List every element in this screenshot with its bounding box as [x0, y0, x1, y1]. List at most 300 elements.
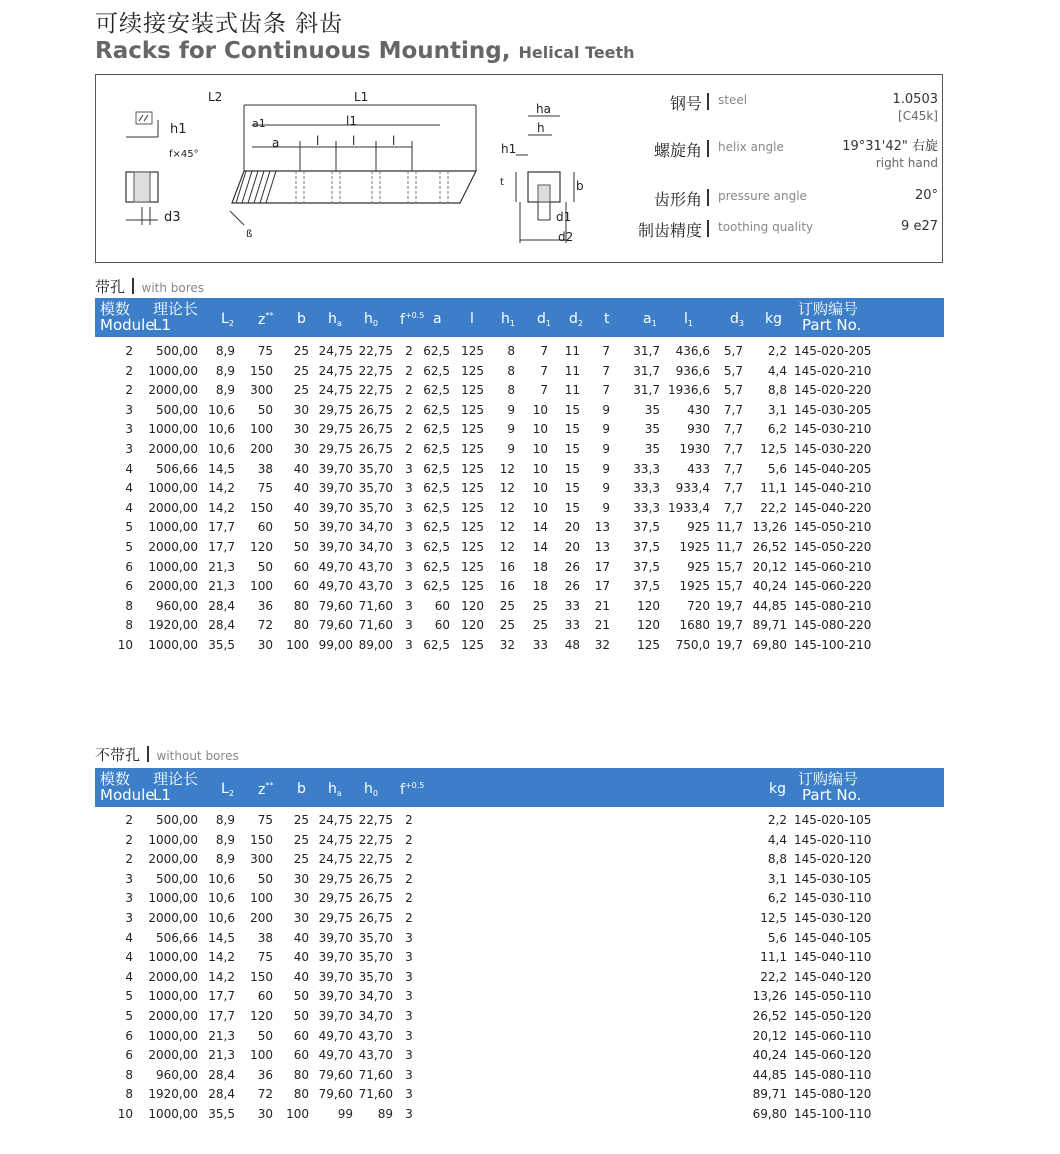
cell-b: 40 [293, 461, 309, 476]
cell-t: 9 [602, 461, 610, 476]
header-kg: kg [765, 311, 782, 327]
label-h1-right: h1 [501, 142, 517, 156]
cell-length: 2000,00 [148, 383, 198, 398]
cell-kg: 44,85 [752, 1067, 787, 1082]
cell-d3: 19,7 [716, 618, 743, 633]
cell-l1: 433 [687, 461, 710, 476]
cell-a1: 37,5 [633, 539, 660, 554]
cell-kg: 5,6 [767, 461, 787, 476]
cell-l: 125 [461, 579, 484, 594]
cell-z: 60 [257, 520, 273, 535]
cell-part-no: 145-080-120 [794, 1087, 872, 1102]
cell-f: 2 [405, 910, 413, 925]
cell-z: 75 [257, 344, 273, 358]
cell-h0: 35,70 [358, 969, 393, 984]
cell-L2: 21,3 [208, 559, 235, 574]
cell-L2: 28,4 [208, 598, 235, 613]
cell-f: 2 [405, 402, 413, 417]
cell-length: 2000,00 [148, 500, 198, 515]
cell-module: 8 [125, 1067, 133, 1082]
spec-en: pressure angle [718, 189, 807, 203]
cell-b: 25 [293, 363, 309, 378]
cell-ha: 29,75 [318, 891, 353, 906]
cell-L2: 17,7 [208, 520, 235, 535]
cell-h0: 43,70 [358, 1028, 393, 1043]
cell-a: 60 [434, 598, 450, 613]
cell-a: 62,5 [423, 637, 450, 652]
cell-kg: 13,26 [752, 989, 787, 1004]
cell-module: 3 [125, 910, 133, 925]
cell-z: 150 [250, 969, 273, 984]
spec-row-quality [616, 218, 938, 242]
table-row [0, 439, 1060, 459]
header-d1: $d_1$ [537, 311, 551, 328]
section-divider [132, 278, 134, 294]
cell-h0: 34,70 [358, 539, 393, 554]
header-ha: $h_a$ [328, 311, 342, 328]
cell-length: 1000,00 [148, 422, 198, 437]
cell-f: 3 [405, 930, 413, 945]
cell-a1: 37,5 [633, 579, 660, 594]
cell-l1: 1925 [679, 579, 710, 594]
cell-module: 6 [125, 1048, 133, 1063]
cell-h0: 22,75 [358, 852, 393, 867]
header-f: $f^{+0.5}$ [400, 781, 425, 798]
cell-part-no: 145-030-105 [794, 871, 872, 886]
cell-z: 50 [257, 871, 273, 886]
spec-en: toothing quality [718, 220, 814, 234]
spec-value: 19°31'42" 右旋 [842, 139, 938, 154]
cell-L2: 28,4 [208, 618, 235, 633]
table-row [0, 849, 1060, 869]
cell-z: 120 [250, 1008, 273, 1023]
cell-l1: 936,6 [675, 363, 710, 378]
cell-h1: 9 [507, 422, 515, 437]
cell-h0: 35,70 [358, 461, 393, 476]
section-en: with bores [141, 281, 205, 295]
cell-b: 30 [293, 871, 309, 886]
header-module: 模数 Module [100, 300, 155, 334]
cell-d2: 20 [564, 539, 580, 554]
cell-l: 125 [461, 559, 484, 574]
cell-l1: 1925 [679, 539, 710, 554]
cell-module: 6 [125, 579, 133, 594]
spec-row-helix [616, 138, 938, 170]
label-t: t [500, 177, 504, 188]
cell-L2: 10,6 [208, 441, 235, 456]
cell-f: 3 [405, 1008, 413, 1023]
cell-module: 6 [125, 1028, 133, 1043]
cell-ha: 49,70 [318, 559, 353, 574]
cell-b: 40 [293, 930, 309, 945]
label-ha: ha [536, 102, 551, 116]
cell-kg: 89,71 [752, 618, 787, 633]
cell-h0: 22,75 [358, 363, 393, 378]
cell-part-no: 145-080-110 [794, 1067, 872, 1082]
table-row [0, 557, 1060, 577]
cell-L2: 10,6 [208, 422, 235, 437]
cell-kg: 20,12 [752, 559, 787, 574]
cell-h1: 25 [499, 618, 515, 633]
cell-f: 2 [405, 891, 413, 906]
cell-module: 4 [125, 500, 133, 515]
header-h0: $h_0$ [364, 781, 378, 798]
cell-l1: 930 [687, 422, 710, 437]
cell-z: 120 [250, 539, 273, 554]
cell-L2: 8,9 [215, 344, 235, 358]
cell-h0: 26,75 [358, 871, 393, 886]
header-L2: $L_2$ [221, 781, 234, 798]
cell-L2: 17,7 [208, 1008, 235, 1023]
cell-ha: 39,70 [318, 950, 353, 965]
cell-l1: 430 [687, 402, 710, 417]
title-en-sub: Helical Teeth [518, 43, 635, 62]
cell-d2: 11 [564, 363, 580, 378]
cell-d1: 10 [532, 441, 548, 456]
cell-kg: 8,8 [767, 383, 787, 398]
cell-d3: 7,7 [723, 422, 743, 437]
cell-length: 1000,00 [148, 950, 198, 965]
cell-h0: 71,60 [358, 618, 393, 633]
table-row [0, 1026, 1060, 1046]
label-b: b [576, 179, 584, 193]
header-d2: $d_2$ [569, 311, 583, 328]
cell-f: 3 [405, 500, 413, 515]
cell-l: 125 [461, 344, 484, 358]
page-title-en [95, 38, 635, 64]
cell-b: 40 [293, 969, 309, 984]
spec-divider [707, 189, 709, 206]
cell-kg: 12,5 [760, 910, 787, 925]
cell-part-no: 145-020-205 [794, 344, 872, 358]
cell-h0: 43,70 [358, 1048, 393, 1063]
cell-f: 2 [405, 383, 413, 398]
cell-a1: 33,3 [633, 500, 660, 515]
cell-t: 21 [594, 598, 610, 613]
cell-h0: 22,75 [358, 344, 393, 358]
cell-b: 80 [293, 618, 309, 633]
cell-h0: 22,75 [358, 832, 393, 847]
cell-b: 100 [286, 1106, 309, 1121]
cell-module: 3 [125, 422, 133, 437]
cell-L2: 14,2 [208, 500, 235, 515]
section-en: without bores [156, 749, 239, 763]
spec-cn: 螺旋角 [653, 141, 702, 160]
cell-ha: 39,70 [318, 930, 353, 945]
cell-t: 17 [594, 559, 610, 574]
cell-d3: 7,7 [723, 500, 743, 515]
cell-z: 38 [257, 930, 273, 945]
cell-L2: 10,6 [208, 402, 235, 417]
cell-l1: 1933,4 [668, 500, 710, 515]
cell-ha: 39,70 [318, 989, 353, 1004]
cell-z: 200 [250, 441, 273, 456]
cell-part-no: 145-050-210 [794, 520, 872, 535]
cell-l: 125 [461, 520, 484, 535]
cell-part-no: 145-050-120 [794, 1008, 872, 1023]
cell-module: 3 [125, 441, 133, 456]
cell-a1: 31,7 [633, 363, 660, 378]
label-a1: a1 [252, 117, 266, 130]
cell-kg: 2,2 [767, 344, 787, 358]
cell-a1: 37,5 [633, 520, 660, 535]
page-title-cn: 可续接安装式齿条 斜齿 [95, 11, 344, 37]
cell-length: 1000,00 [148, 1106, 198, 1121]
cell-length: 1000,00 [148, 832, 198, 847]
header-part-no: 订购编号 Part No. [798, 300, 862, 334]
table-row [0, 341, 1060, 361]
cell-part-no: 145-050-110 [794, 989, 872, 1004]
cell-b: 50 [293, 539, 309, 554]
cell-h0: 35,70 [358, 950, 393, 965]
cell-t: 13 [594, 520, 610, 535]
cell-part-no: 145-030-210 [794, 422, 872, 437]
table-row [0, 830, 1060, 850]
cell-f: 3 [405, 637, 413, 652]
cell-part-no: 145-060-220 [794, 579, 872, 594]
cell-d3: 7,7 [723, 441, 743, 456]
cell-f: 2 [405, 832, 413, 847]
cell-kg: 8,8 [767, 852, 787, 867]
cell-t: 9 [602, 500, 610, 515]
cell-module: 5 [125, 520, 133, 535]
cell-h0: 43,70 [358, 579, 393, 594]
header-ha: $h_a$ [328, 781, 342, 798]
cell-z: 100 [250, 422, 273, 437]
cell-b: 60 [293, 1048, 309, 1063]
cell-d3: 19,7 [716, 598, 743, 613]
cell-l1: 720 [687, 598, 710, 613]
cell-l: 125 [461, 363, 484, 378]
spec-cn: 齿形角 [653, 190, 702, 209]
cell-l: 125 [461, 539, 484, 554]
cell-f: 3 [405, 1106, 413, 1121]
cell-part-no: 145-030-205 [794, 402, 872, 417]
cell-part-no: 145-030-220 [794, 441, 872, 456]
cell-b: 40 [293, 950, 309, 965]
cell-ha: 24,75 [318, 344, 353, 358]
cell-part-no: 145-060-120 [794, 1048, 872, 1063]
cell-kg: 40,24 [752, 1048, 787, 1063]
cell-b: 60 [293, 559, 309, 574]
cell-f: 3 [405, 1028, 413, 1043]
cell-length: 2000,00 [148, 441, 198, 456]
cell-a1: 33,3 [633, 461, 660, 476]
cell-d1: 33 [532, 637, 548, 652]
cell-module: 2 [125, 363, 133, 378]
spec-divider [707, 93, 709, 110]
cell-z: 100 [250, 1048, 273, 1063]
cell-part-no: 145-040-120 [794, 969, 872, 984]
spec-value-2: right hand [875, 156, 938, 170]
section-cn: 带孔 [95, 278, 126, 296]
cell-a: 62,5 [423, 579, 450, 594]
header-length: 理论长 L1 [153, 300, 199, 334]
cell-h0: 26,75 [358, 422, 393, 437]
cell-part-no: 145-020-210 [794, 363, 872, 378]
cell-a: 62,5 [423, 422, 450, 437]
cell-L2: 21,3 [208, 579, 235, 594]
cell-l1: 925 [687, 520, 710, 535]
cell-part-no: 145-100-110 [794, 1106, 872, 1121]
cell-d3: 11,7 [716, 539, 743, 554]
cell-d1: 7 [540, 383, 548, 398]
cell-a1: 31,7 [633, 383, 660, 398]
label-h: h [537, 121, 545, 135]
cell-length: 500,00 [156, 402, 198, 417]
table-row [0, 478, 1060, 498]
cell-z: 150 [250, 363, 273, 378]
cell-z: 50 [257, 559, 273, 574]
cell-a: 62,5 [423, 559, 450, 574]
cell-f: 3 [405, 481, 413, 496]
cell-L2: 8,9 [215, 852, 235, 867]
cell-length: 2000,00 [148, 852, 198, 867]
spec-value: 1.0503 [892, 92, 938, 107]
cell-f: 2 [405, 852, 413, 867]
cell-b: 50 [293, 520, 309, 535]
label-a: a [272, 136, 280, 150]
cell-ha: 39,70 [318, 500, 353, 515]
cell-h0: 43,70 [358, 559, 393, 574]
cell-l1: 1936,6 [668, 383, 710, 398]
spec-row-steel [616, 91, 938, 123]
cell-module: 4 [125, 461, 133, 476]
cell-h1: 25 [499, 598, 515, 613]
section-without-bores-label [95, 744, 239, 765]
header-b: b [297, 311, 306, 327]
cell-L2: 8,9 [215, 813, 235, 827]
cell-d2: 26 [564, 579, 580, 594]
cell-kg: 89,71 [752, 1087, 787, 1102]
table-row [0, 947, 1060, 967]
cell-h1: 16 [499, 559, 515, 574]
cell-z: 75 [257, 481, 273, 496]
cell-part-no: 145-050-220 [794, 539, 872, 554]
table-row [0, 1104, 1060, 1124]
cell-kg: 4,4 [767, 832, 787, 847]
cell-module: 5 [125, 1008, 133, 1023]
table-row [0, 419, 1060, 439]
table-row [0, 576, 1060, 596]
cell-a: 62,5 [423, 402, 450, 417]
cell-length: 1920,00 [148, 618, 198, 633]
cell-b: 25 [293, 383, 309, 398]
cell-f: 3 [405, 520, 413, 535]
cell-l: 125 [461, 383, 484, 398]
cell-z: 100 [250, 579, 273, 594]
table-row [0, 1006, 1060, 1026]
cell-d1: 18 [532, 559, 548, 574]
cell-d1: 10 [532, 461, 548, 476]
cell-part-no: 145-020-220 [794, 383, 872, 398]
cell-h1: 8 [507, 383, 515, 398]
cell-z: 100 [250, 891, 273, 906]
cell-ha: 24,75 [318, 832, 353, 847]
cell-f: 3 [405, 1087, 413, 1102]
cell-d1: 14 [532, 520, 548, 535]
cell-d3: 15,7 [716, 559, 743, 574]
cell-z: 75 [257, 950, 273, 965]
cell-b: 40 [293, 481, 309, 496]
cell-d1: 7 [540, 363, 548, 378]
cell-ha: 99 [337, 1106, 353, 1121]
cell-length: 500,00 [156, 871, 198, 886]
cell-length: 1000,00 [148, 559, 198, 574]
cell-ha: 29,75 [318, 910, 353, 925]
cell-b: 80 [293, 1087, 309, 1102]
cell-z: 72 [257, 1087, 273, 1102]
cell-h0: 89,00 [358, 637, 393, 652]
cell-module: 2 [125, 383, 133, 398]
cell-l: 125 [461, 461, 484, 476]
drawing-labels [164, 90, 584, 244]
cell-ha: 24,75 [318, 363, 353, 378]
cell-module: 3 [125, 871, 133, 886]
cell-d1: 18 [532, 579, 548, 594]
cell-b: 30 [293, 402, 309, 417]
cell-part-no: 145-060-110 [794, 1028, 872, 1043]
spec-row-pressure [616, 187, 938, 211]
cell-ha: 39,70 [318, 1008, 353, 1023]
cell-t: 7 [602, 383, 610, 398]
cell-d3: 7,7 [723, 402, 743, 417]
cell-module: 3 [125, 402, 133, 417]
cell-f: 2 [405, 871, 413, 886]
cell-part-no: 145-020-120 [794, 852, 872, 867]
cell-f: 3 [405, 539, 413, 554]
cell-b: 25 [293, 832, 309, 847]
cell-L2: 14,5 [208, 930, 235, 945]
cell-module: 3 [125, 891, 133, 906]
cell-f: 2 [405, 813, 413, 827]
cell-b: 25 [293, 344, 309, 358]
cell-module: 5 [125, 989, 133, 1004]
cell-kg: 2,2 [767, 813, 787, 827]
cell-d1: 10 [532, 422, 548, 437]
header-kg: kg [769, 781, 786, 797]
cell-b: 30 [293, 891, 309, 906]
table-row [0, 517, 1060, 537]
cell-part-no: 145-100-210 [794, 637, 872, 652]
cell-ha: 79,60 [318, 618, 353, 633]
cell-d2: 11 [564, 344, 580, 358]
cell-f: 2 [405, 441, 413, 456]
cell-a: 62,5 [423, 461, 450, 476]
cell-d2: 26 [564, 559, 580, 574]
label-l-3: l [392, 134, 396, 148]
cell-part-no: 145-040-210 [794, 481, 872, 496]
cell-d3: 19,7 [716, 637, 743, 652]
cell-a1: 35 [644, 402, 660, 417]
cell-ha: 39,70 [318, 481, 353, 496]
cell-b: 30 [293, 422, 309, 437]
cell-b: 25 [293, 852, 309, 867]
cell-kg: 26,52 [752, 539, 787, 554]
cell-l: 125 [461, 500, 484, 515]
cell-f: 2 [405, 422, 413, 437]
cell-f: 2 [405, 363, 413, 378]
cell-ha: 24,75 [318, 852, 353, 867]
cell-kg: 6,2 [767, 422, 787, 437]
cell-z: 36 [257, 1067, 273, 1082]
header-z: z** [258, 311, 274, 328]
cell-length: 960,00 [156, 598, 198, 613]
cell-d1: 7 [540, 344, 548, 358]
cell-h1: 12 [499, 500, 515, 515]
cell-kg: 4,4 [767, 363, 787, 378]
table-row [0, 361, 1060, 381]
